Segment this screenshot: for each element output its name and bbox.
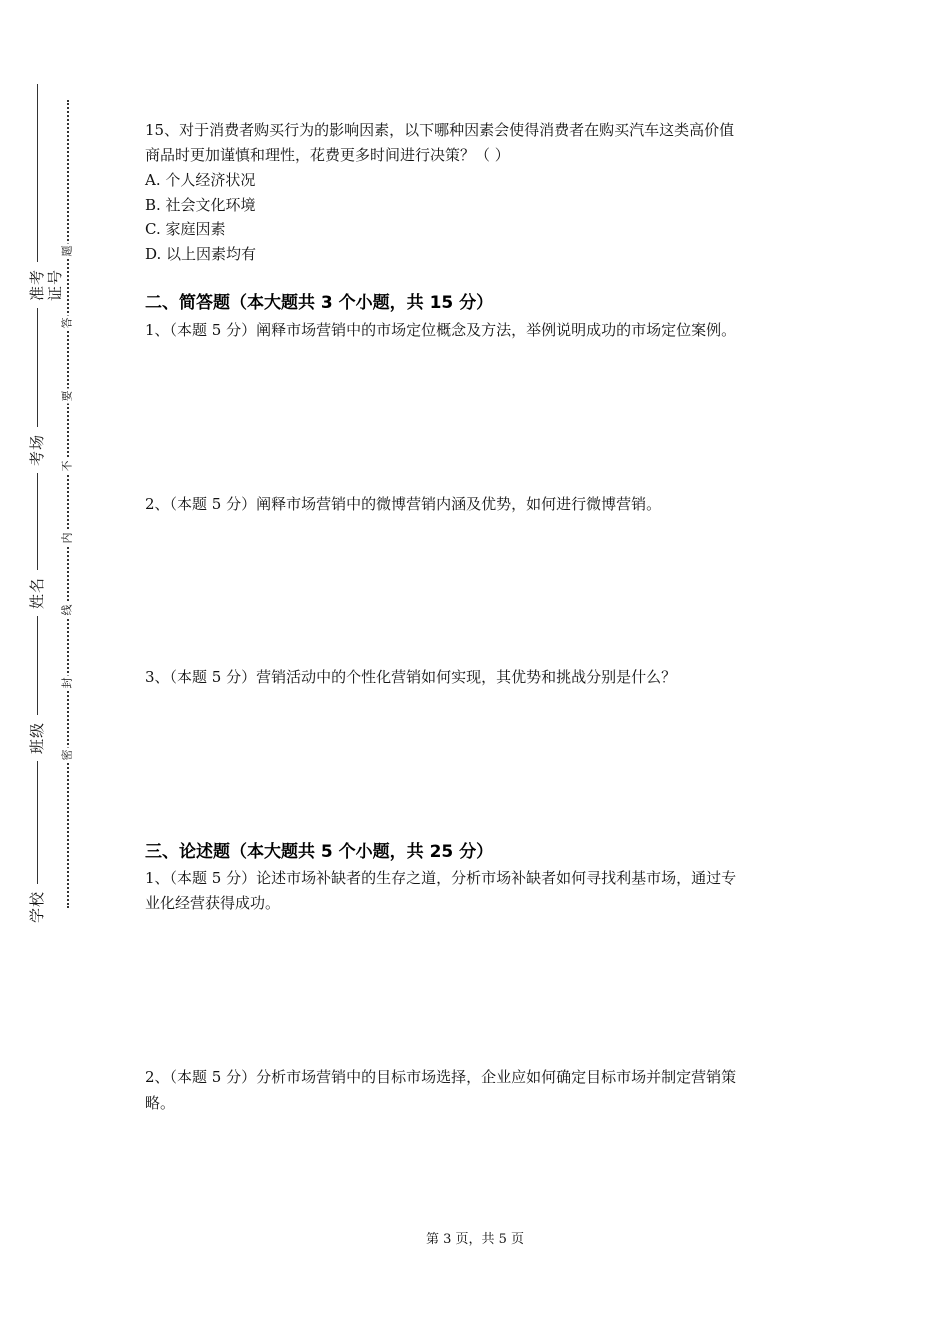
q15-option-c: C. 家庭因素	[145, 220, 226, 238]
s3-question-1-line-1: 1、（本题 5 分）论述市场补缺者的生存之道，分析市场补缺者如何寻找利基市场，通过专	[145, 869, 737, 887]
q15-option-a: A. 个人经济状况	[145, 171, 256, 189]
exam-room-label: 考场	[28, 427, 46, 473]
s3-question-2-line-1: 2、（本题 5 分）分析市场营销中的目标市场选择，企业应如何确定目标市场并制定营销策	[145, 1068, 737, 1086]
q15-stem-line-1: 15、对于消费者购买行为的影响因素，以下哪种因素会使得消费者在购买汽车这类高价值	[145, 121, 735, 139]
seal-char-bu: 不	[60, 460, 74, 472]
binding-margin	[0, 0, 90, 1344]
class-label: 班级	[28, 715, 46, 761]
exam-id-label: 准考证号	[28, 262, 46, 308]
seal-char-xian: 线	[60, 604, 74, 616]
s3-question-1-line-2: 业化经营获得成功。	[145, 894, 281, 912]
q15-option-d: D. 以上因素均有	[145, 245, 257, 263]
page-number: 第 3 页，共 5 页	[425, 1232, 525, 1247]
seal-char-mi: 密	[60, 749, 74, 761]
q15-option-b: B. 社会文化环境	[145, 196, 256, 214]
s3-question-2-line-2: 略。	[145, 1094, 176, 1112]
school-label: 学校	[28, 884, 46, 930]
seal-dotted-line	[67, 100, 69, 908]
q15-stem-line-2: 商品时更加谨慎和理性，花费更多时间进行决策？（ ）	[145, 146, 510, 164]
section-2-heading: 二、简答题（本大题共 3 个小题，共 15 分）	[145, 293, 494, 313]
seal-char-feng: 封	[60, 677, 74, 689]
seal-char-da: 答	[60, 317, 74, 329]
s2-question-3: 3、（本题 5 分）营销活动中的个性化营销如何实现，其优势和挑战分别是什么？	[145, 668, 677, 686]
seal-char-yao: 要	[60, 390, 74, 402]
section-3-heading: 三、论述题（本大题共 5 个小题，共 25 分）	[145, 842, 494, 862]
seal-char-nei: 内	[60, 532, 74, 544]
s2-question-1: 1、（本题 5 分）阐释市场营销中的市场定位概念及方法，举例说明成功的市场定位案例。	[145, 321, 737, 339]
seal-char-ti: 题	[60, 245, 74, 257]
binding-solid-line	[37, 84, 38, 927]
name-label: 姓名	[28, 570, 46, 616]
s2-question-2: 2、（本题 5 分）阐释市场营销中的微博营销内涵及优势，如何进行微博营销。	[145, 495, 662, 513]
